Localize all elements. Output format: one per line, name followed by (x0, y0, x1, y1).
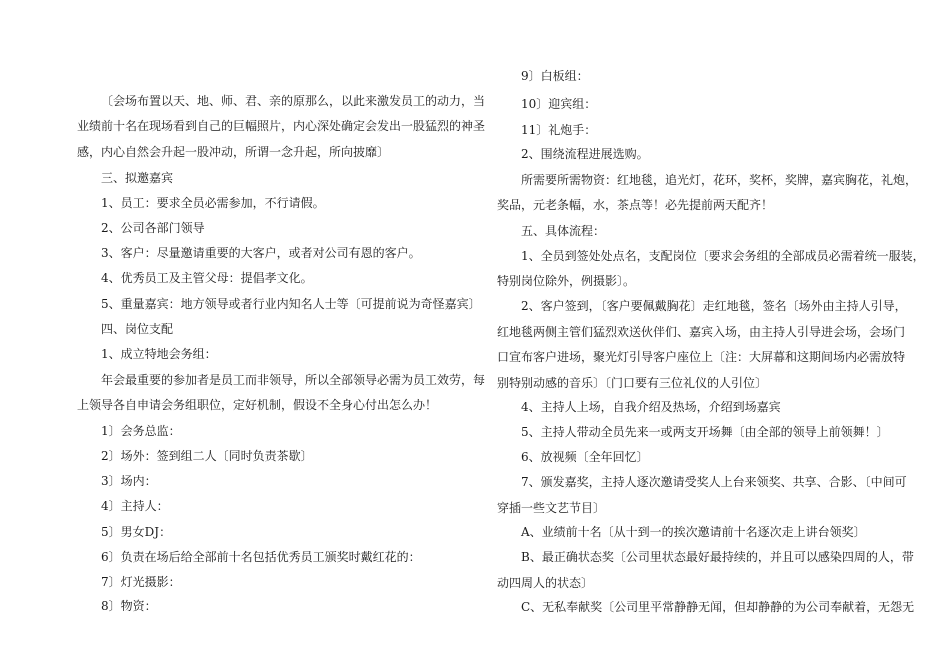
right-line: C、无私奉献奖〔公司里平常静静无闻，但却静静的为公司奉献着，无怨无 (521, 600, 915, 614)
right-line: B、最正确状态奖〔公司里状态最好最持续的，并且可以感染四周的人，带 (521, 550, 914, 564)
left-line: 年会最重要的参加者是员工而非领导，所以全部领导必需为员工效劳，每 (101, 373, 486, 387)
right-line: 4、主持人上场，自我介绍及热场，介绍到场嘉宾 (521, 400, 781, 414)
right-line: 9〕白板组： (521, 69, 589, 83)
left-line: 3〕场内： (101, 474, 157, 488)
right-line: 2、围绕流程进展选购。 (521, 147, 649, 161)
left-line: 三、拟邀嘉宾 (101, 171, 174, 185)
right-line: 口宣布客户进场，聚光灯引导客户座位上〔注：大屏幕和这期间场内必需放特 (497, 350, 906, 364)
right-line: A、业绩前十名〔从十到一的挨次邀请前十名逐次走上讲台领奖〕 (521, 525, 866, 539)
left-line: 2、公司各部门领导 (101, 221, 205, 235)
left-line: 4〕主持人： (101, 499, 169, 513)
left-line: 7〕灯光摄影： (101, 575, 181, 589)
left-line: 5、重量嘉宾：地方领导或者行业内知名人士等〔可提前说为奇怪嘉宾〕 (101, 297, 481, 311)
right-line: 红地毯两侧主管们猛烈欢送伙伴们、嘉宾入场，由主持人引导进会场，会场门 (497, 325, 906, 339)
right-line: 11〕礼炮手： (521, 123, 597, 137)
right-line: 10〕迎宾组： (521, 97, 597, 111)
right-line: 动四周人的状态〕 (497, 576, 594, 590)
left-line: 2〕场外：签到组二人〔同时负责茶歇〕 (101, 449, 313, 463)
left-line: 6〕负责在场后给全部前十名包括优秀员工颁奖时戴红花的： (101, 550, 421, 564)
right-line: 所需要所需物资：红地毯，追光灯，花环，奖杯，奖牌，嘉宾胸花，礼炮， (521, 173, 918, 187)
right-line: 别特别动感的音乐〕〔门口要有三位礼仪的人引位〕 (497, 376, 768, 390)
left-line: 1、员工：要求全员必需参加，不行请假。 (101, 196, 325, 210)
right-line: 特别岗位除外，例摄影〕。 (497, 274, 636, 288)
right-line: 1、全员到签处处点名，支配岗位〔要求会务组的全部成员必需着统一服装， (521, 249, 925, 263)
left-line: 3、客户：尽量邀请重要的大客户，或者对公司有恩的客户。 (101, 246, 421, 260)
right-line: 奖品，元老条幅，水，茶点等！必先提前两天配齐！ (497, 198, 774, 212)
left-line: 感，内心自然会升起一股冲动，所谓一念升起，所向披靡〕 (77, 145, 390, 159)
left-line: 8〕物资： (101, 599, 157, 613)
left-line: 1〕会务总监： (101, 424, 181, 438)
left-line: 〔会场布置以天、地、师、君、亲的原那么，以此来激发员工的动力，当 (101, 94, 486, 108)
right-line: 五、具体流程： (521, 224, 606, 238)
right-line: 7、颁发嘉奖，主持人逐次邀请受奖人上台来领奖、共享、合影、〔中间可 (521, 475, 907, 489)
right-line: 5、主持人带动全员先来一或两支开场舞〔由全部的领导上前领舞！〕 (521, 425, 889, 439)
right-line: 穿插一些文艺节目〕 (497, 501, 606, 515)
left-line: 业绩前十名在现场看到自己的巨幅照片，内心深处确定会发出一股猛烈的神圣 (77, 119, 486, 133)
left-line: 5〕男女DJ： (101, 525, 172, 539)
left-line: 上领导各自申请会务组职位，定好机制，假设不全身心付出怎么办！ (77, 398, 438, 412)
left-line: 四、岗位支配 (101, 322, 174, 336)
left-line: 1、成立特地会务组： (101, 347, 217, 361)
right-line: 2、客户签到，〔客户要佩戴胸花〕走红地毯，签名〔场外由主持人引导， (521, 299, 907, 313)
left-line: 4、优秀员工及主管父母：提倡孝文化。 (101, 271, 313, 285)
right-line: 6、放视频〔全年回忆〕 (521, 450, 649, 464)
